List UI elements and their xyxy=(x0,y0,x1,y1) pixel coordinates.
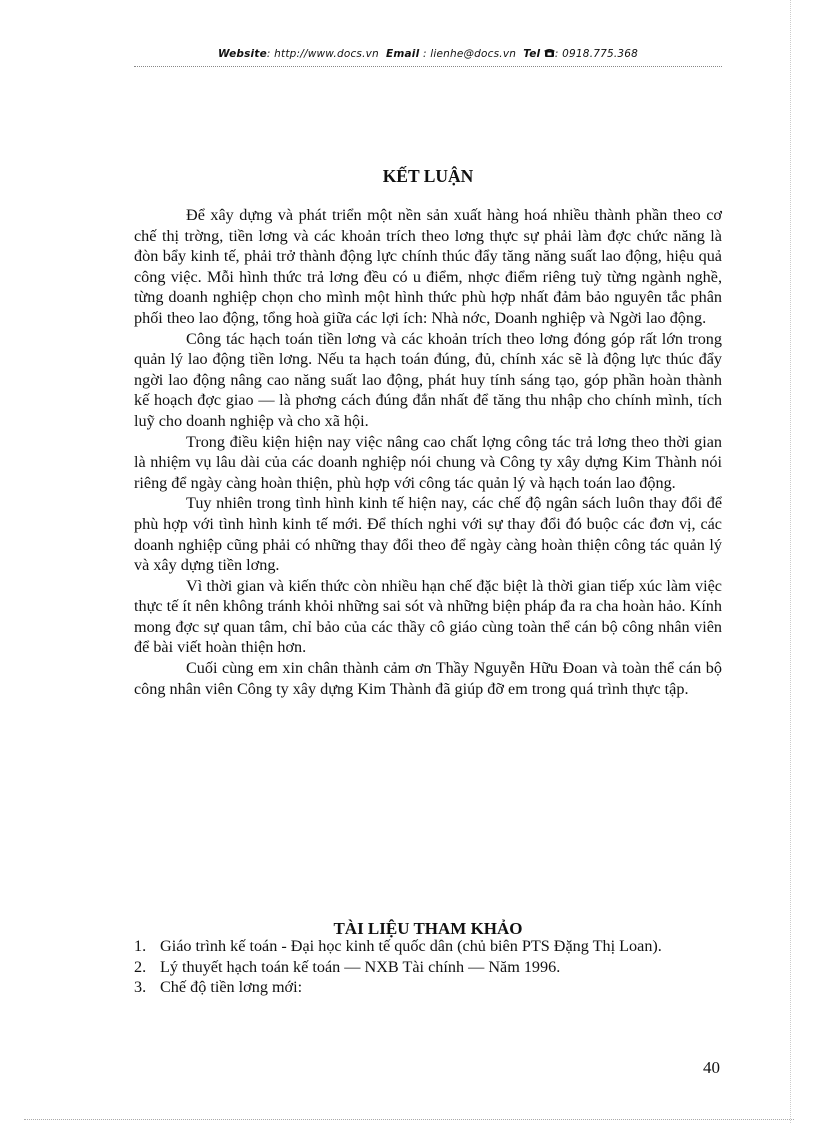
paragraph: Cuối cùng em xin chân thành cảm ơn Thầy Nguyễn Hữu Đoan và toàn thể cán bộ công nhân viên Công ty xây dựng Kim Thành đã giúp đỡ em trong quá trình thực tập. xyxy=(134,659,722,698)
reference-item xyxy=(134,957,722,978)
email-label: Email xyxy=(385,48,420,60)
reference-text: Chế độ tiền lơng mới: xyxy=(160,978,303,997)
paragraph: Công tác hạch toán tiền lơng và các khoản trích theo lơng đóng góp rất lớn trong quản lý lao động tiền lơng. Nếu ta hạch toán đúng, đủ, chính xác sẽ là động lực thúc đẩy ngời lao động nâng cao năng suất lao động, phát huy tính sáng tạo, góp phần hoàn thành kế hoạch đợc giao — là phơng cách đúng đắn nhất để tăng thu nhập cho chính mình, tích luỹ cho doanh nghiệp và cho xã hội. xyxy=(134,329,722,430)
reference-text: Lý thuyết hạch toán kế toán — NXB Tài chính — Năm 1996. xyxy=(160,957,561,976)
paragraph: Tuy nhiên trong tình hình kinh tế hiện nay, các chế độ ngân sách luôn thay đổi để phù hợp với tình hình kinh tế mới. Để thích nghi với sự thay đổi đó buộc các đơn vị, các doanh nghiệp cũng phải có những thay đổi theo để ngày càng hoàn thiện công tác quản lý và xây dựng tiền lơng. xyxy=(134,494,722,575)
phone-icon xyxy=(544,48,555,61)
references-title: TÀI LIỆU THAM KHẢO xyxy=(333,919,523,938)
footer-divider xyxy=(24,1119,794,1120)
reference-item xyxy=(134,936,722,957)
tel-label: Tel xyxy=(523,48,541,60)
page-number: 40 xyxy=(703,1058,720,1077)
website-value: : http://www.docs.vn xyxy=(266,48,379,60)
website-label: Website xyxy=(217,48,267,60)
reference-number: 3. xyxy=(134,978,147,997)
page-header xyxy=(134,48,722,61)
reference-number: 1. xyxy=(134,937,147,955)
conclusion-body xyxy=(134,205,722,699)
paragraph: Vì thời gian và kiến thức còn nhiều hạn chế đặc biệt là thời gian tiếp xúc làm việc thực tế ít nên không tránh khỏi những sai sót và những biện pháp đa ra cha hoàn hảo. Kính mong đợc sự quan tâm, chỉ bảo của các thầy cô giáo cùng toàn thể cán bộ công nhân viên để bài viết hoàn thiện hơn. xyxy=(134,576,722,657)
reference-text: Giáo trình kế toán - Đại học kinh tế quốc dân (chủ biên PTS Đặng Thị Loan). xyxy=(160,937,662,955)
page-edge-line xyxy=(790,0,791,1123)
paragraph: Trong điều kiện hiện nay việc nâng cao chất lợng công tác trả lơng theo thời gian là nhiệm vụ lâu dài của các doanh nghiệp nói chung và Công ty xây dựng Kim Thành nói riêng để ngày càng hoàn thiện, phù hợp với công tác quản lý và hạch toán lao động. xyxy=(134,432,722,492)
reference-number: 2. xyxy=(134,957,147,976)
reference-item xyxy=(134,977,722,998)
paragraph: Để xây dựng và phát triển một nền sản xuất hàng hoá nhiều thành phần theo cơ chế thị trờng, tiền lơng và các khoản trích theo lơng thực sự phải làm đợc chức năng là đòn bẩy kinh tế, phải trở thành động lực chính thúc đẩy tăng năng suất lao động, hiệu quả công việc. Mỗi hình thức trả lơng đều có u điểm, nhợc điểm riêng tuỳ từng ngành nghề, từng doanh nghiệp chọn cho mình một hình thức phù hợp nhất đảm bảo nguyên tắc phân phối theo lao động, tổng hoà giữa các lợi ích: Nhà nớc, Doanh nghiệp và Ngời lao động. xyxy=(134,206,722,327)
email-value: : lienhe@docs.vn xyxy=(422,48,517,60)
header-divider xyxy=(134,66,722,67)
page-title: KẾT LUẬN xyxy=(382,166,474,186)
references-list xyxy=(134,936,722,998)
tel-value: : 0918.775.368 xyxy=(554,48,639,60)
